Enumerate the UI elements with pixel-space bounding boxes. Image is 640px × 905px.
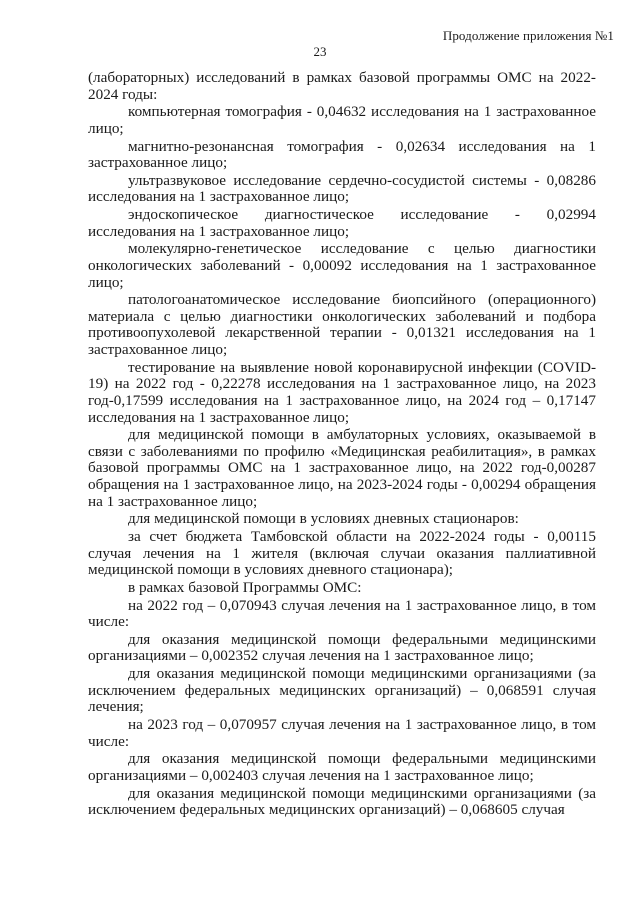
paragraph: за счет бюджета Тамбовской области на 2022-2024 годы - 0,00115 случая лечения на 1 жителя (включая случаи оказания паллиативной медицинской помощи в условиях дневного стационара); (88, 527, 596, 579)
paragraph: молекулярно-генетическое исследование с целью диагностики онкологических заболеваний - 0,00092 исследования на 1 застрахованное лицо; (88, 240, 596, 291)
paragraph: ультразвуковое исследование сердечно-сосудистой системы - 0,08286 исследования на 1 застрахованное лицо; (88, 171, 596, 206)
paragraph: (лабораторных) исследований в рамках базовой программы ОМС на 2022-2024 годы: (88, 69, 596, 103)
appendix-note: Продолжение приложения №1 (442, 28, 614, 43)
paragraph: патологоанатомическое исследование биопсийного (операционного) материала с целью диагностики онкологических заболеваний и подбора противоопухолевой лекарственной терапии - 0,01321 исследования на 1 застрахованное лицо; (88, 291, 596, 359)
paragraph: для медицинской помощи в условиях дневных стационаров: (128, 510, 519, 528)
paragraph: для медицинской помощи в амбулаторных условиях, оказываемой в связи с заболеваниями по профилю «Медицинская реабилитация», в рамках базовой программы ОМС на 1 застрахованное лицо, на 2022 год-0,00287 обращения на 1 застрахованное лицо, на 2023-2024 годы - 0,00294 обращения на 1 застрахованное лицо; (88, 426, 596, 510)
page-number: 23 (313, 44, 327, 59)
paragraph: на 2022 год – 0,070943 случая лечения на 1 застрахованное лицо, в том числе: (88, 596, 596, 631)
paragraph: магнитно-резонансная томография - 0,02634 исследования на 1 застрахованное лицо; (88, 137, 596, 172)
paragraph: компьютерная томография - 0,04632 исследования на 1 застрахованное лицо; (88, 103, 596, 137)
paragraph: эндоскопическое диагностическое исследование - 0,02994 исследования на 1 застрахованное лицо; (88, 206, 596, 240)
paragraph: для оказания медицинской помощи медицинскими организациями (за исключением федеральных медицинских организаций) – 0,068605 случая (88, 784, 596, 819)
paragraph: в рамках базовой Программы ОМС: (128, 578, 362, 596)
paragraph: для оказания медицинской помощи федеральными медицинскими организациями – 0,002352 случая лечения на 1 застрахованное лицо; (88, 630, 596, 665)
paragraph: для оказания медицинской помощи медицинскими организациями (за исключением федеральных медицинских организаций) – 0,068591 случая лечения; (88, 665, 596, 716)
paragraph: тестирование на выявление новой коронавирусной инфекции (COVID-19) на 2022 год - 0,22278 исследования на 1 застрахованное лицо, на 2023 год-0,17599 исследования на 1 застрахованное лицо, на 2024 год – 0,17147 исследования на 1 застрахованное лицо; (88, 358, 596, 426)
paragraph: на 2023 год – 0,070957 случая лечения на 1 застрахованное лицо, в том числе: (88, 715, 596, 750)
document-body (88, 70, 596, 820)
paragraph: для оказания медицинской помощи федеральными медицинскими организациями – 0,002403 случая лечения на 1 застрахованное лицо; (88, 750, 596, 784)
